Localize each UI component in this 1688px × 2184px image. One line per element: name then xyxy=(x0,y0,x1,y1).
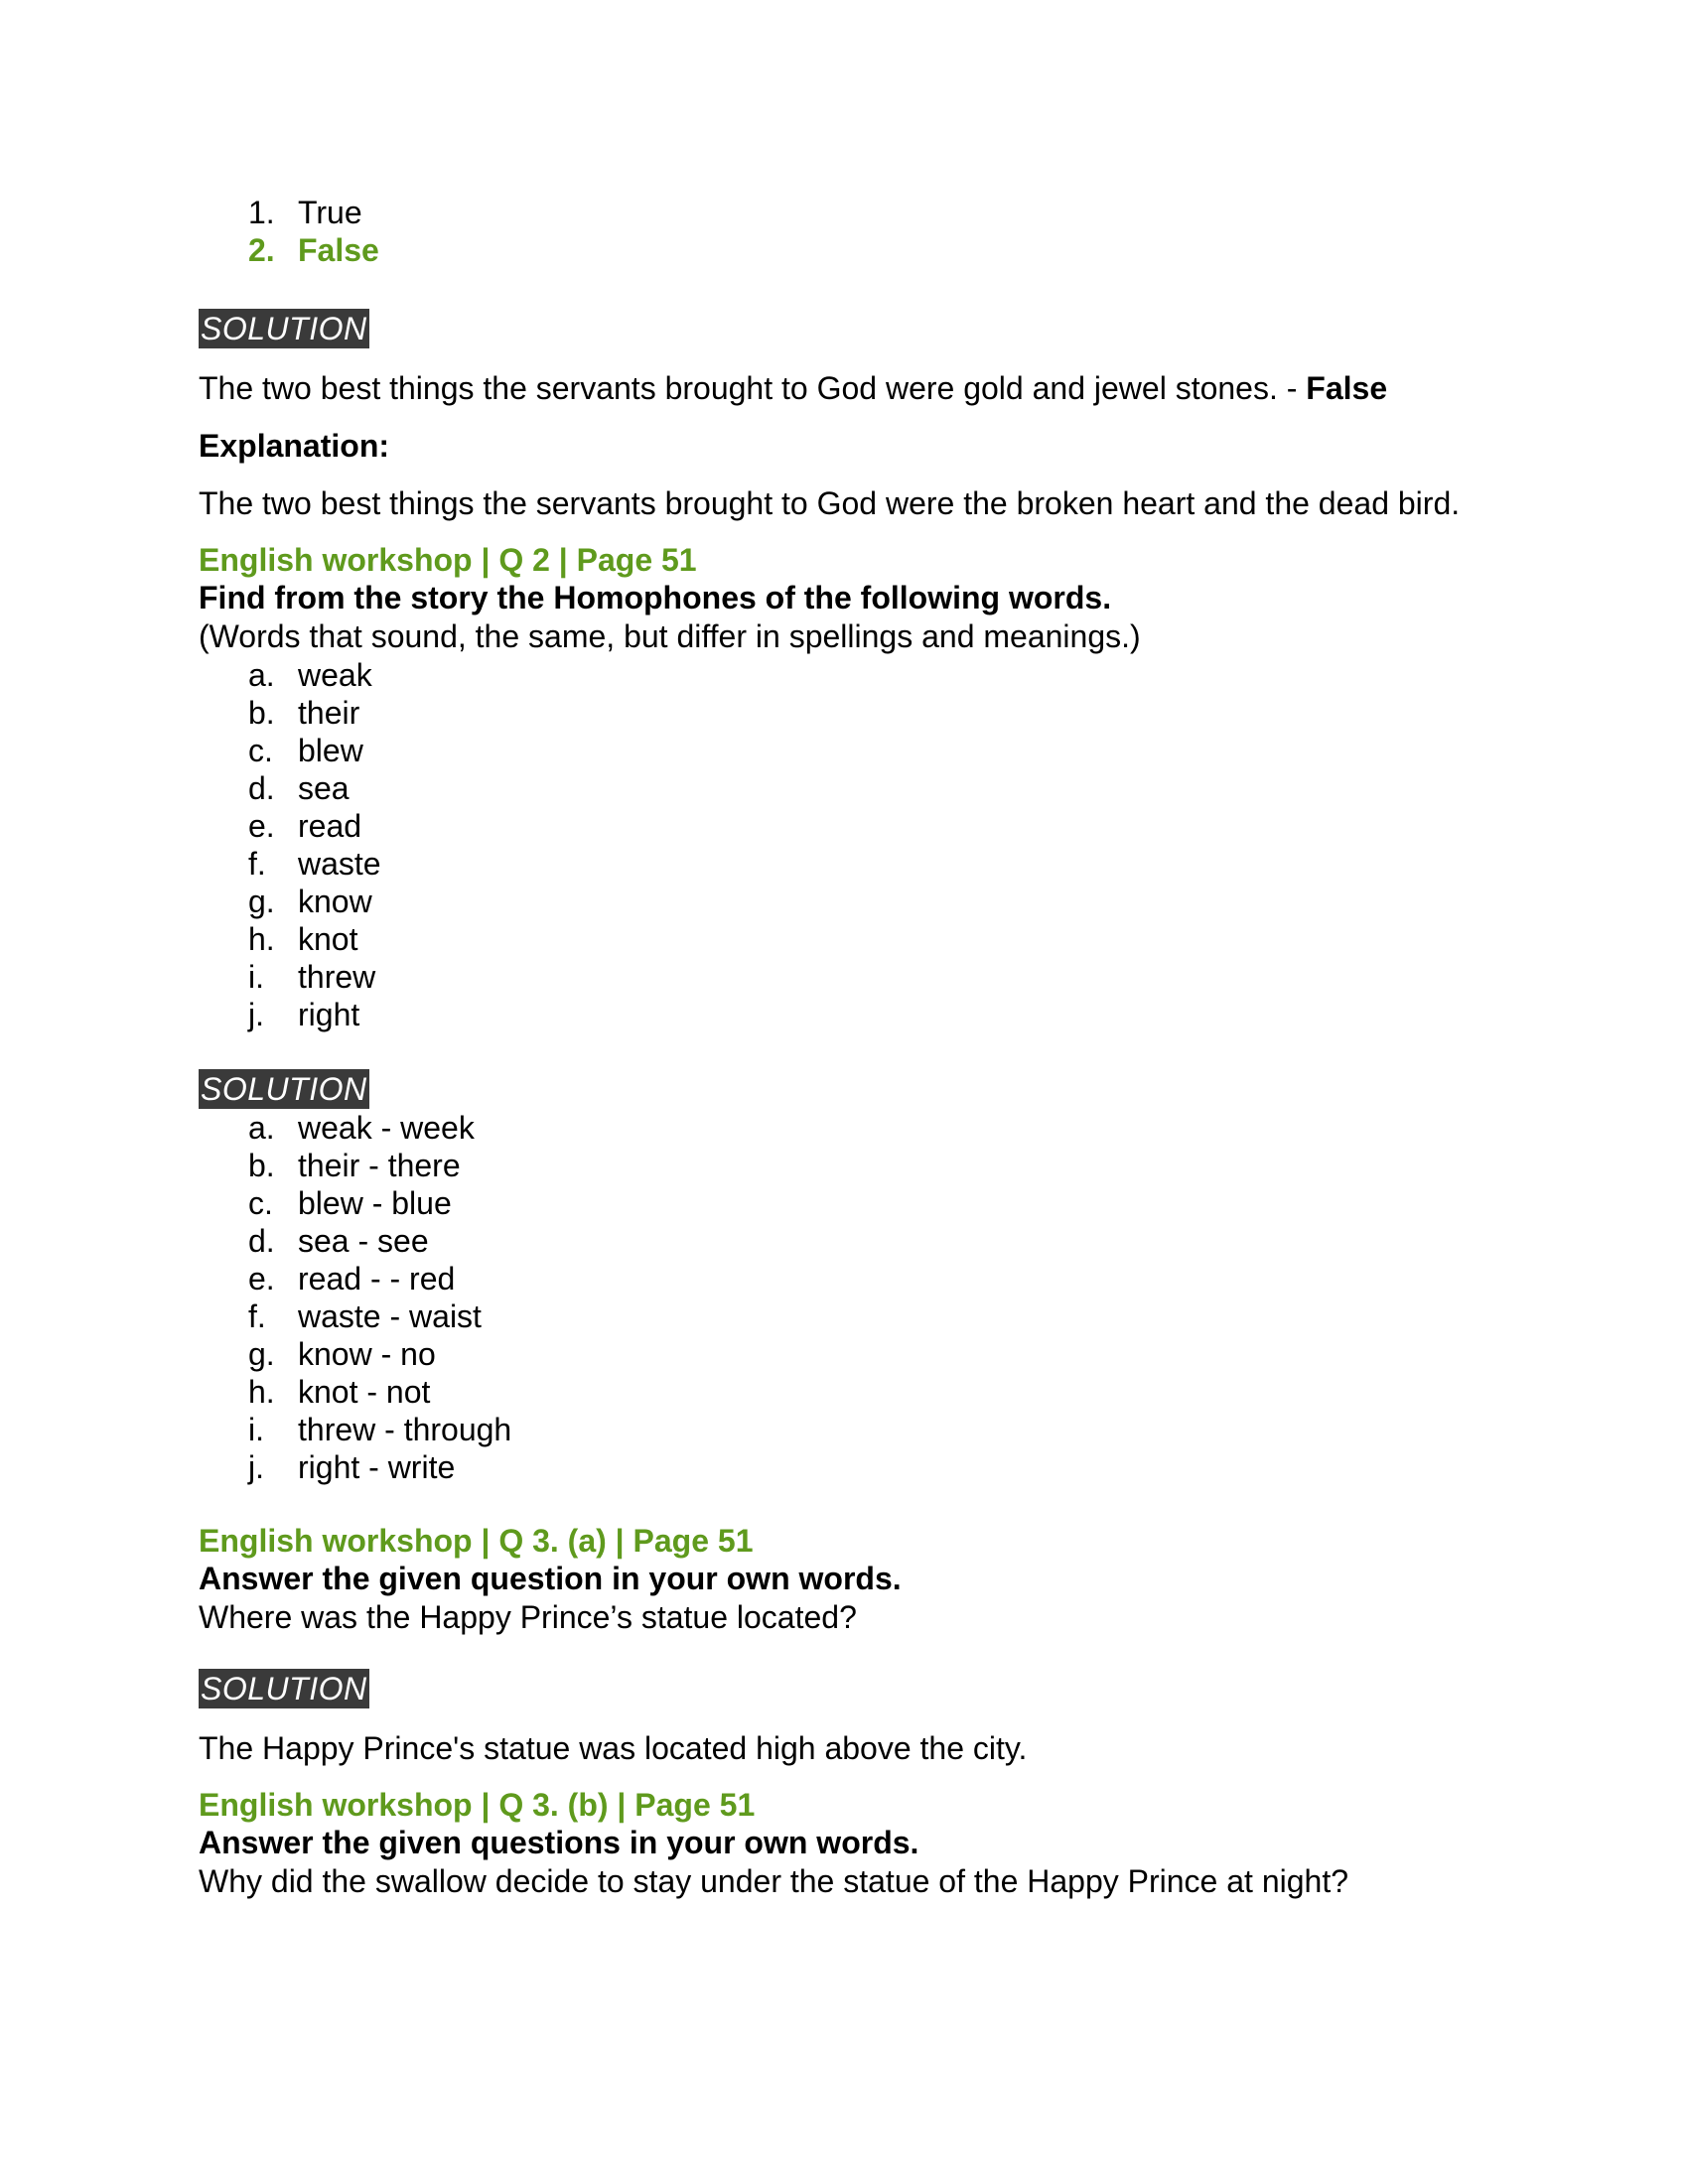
list-item xyxy=(199,1109,1489,1147)
list-marker: i. xyxy=(248,1412,264,1447)
list-text: blew xyxy=(298,733,363,768)
question-3b xyxy=(199,1786,1489,1901)
solution-badge: SOLUTION xyxy=(201,1071,367,1107)
list-item xyxy=(199,656,1489,694)
question-text: Answer the given questions in your own words. xyxy=(199,1825,919,1860)
list-item xyxy=(199,958,1489,996)
list-text: waste - waist xyxy=(298,1298,482,1334)
solution-answer: The Happy Prince's statue was located high above the city. xyxy=(199,1730,1028,1766)
explanation-label: Explanation: xyxy=(199,428,390,464)
section-title: English workshop | Q 3. (b) | Page 51 xyxy=(199,1787,756,1823)
solution-1 xyxy=(199,309,1489,523)
solution-statement xyxy=(199,368,1489,408)
list-text: know xyxy=(298,884,372,919)
q1-options xyxy=(199,194,1489,269)
section-title: English workshop | Q 2 | Page 51 xyxy=(199,542,697,578)
list-item xyxy=(199,1297,1489,1335)
list-text: sea xyxy=(298,770,350,806)
list-marker: j. xyxy=(248,997,264,1032)
list-marker: e. xyxy=(248,1261,275,1297)
list-marker: h. xyxy=(248,921,275,957)
list-text: right - write xyxy=(298,1449,456,1485)
list-marker: b. xyxy=(248,1148,275,1183)
list-item xyxy=(199,1184,1489,1222)
answer-list xyxy=(199,1109,1489,1486)
document-page xyxy=(199,194,1489,1901)
list-item xyxy=(199,1373,1489,1411)
option-label: True xyxy=(298,195,362,230)
list-item xyxy=(199,807,1489,845)
option-false-correct xyxy=(199,231,1489,269)
list-item xyxy=(199,1335,1489,1373)
list-text: read xyxy=(298,808,362,844)
list-marker: j. xyxy=(248,1449,264,1485)
list-text: read - - red xyxy=(298,1261,456,1297)
list-marker: g. xyxy=(248,884,275,919)
solution-badge: SOLUTION xyxy=(201,1671,367,1706)
list-item xyxy=(199,883,1489,920)
list-item xyxy=(199,996,1489,1033)
solution-3a xyxy=(199,1669,1489,1768)
list-marker: i. xyxy=(248,959,264,995)
list-item xyxy=(199,920,1489,958)
option-marker: 1. xyxy=(248,195,275,230)
list-item xyxy=(199,1448,1489,1486)
question-note: (Words that sound, the same, but differ in spellings and meanings.) xyxy=(199,618,1141,654)
explanation-text: The two best things the servants brought to God were the broken heart and the dead bird. xyxy=(199,485,1461,521)
list-item xyxy=(199,1411,1489,1448)
list-marker: d. xyxy=(248,770,275,806)
solution-badge: SOLUTION xyxy=(201,311,367,346)
list-text: weak xyxy=(298,657,372,693)
list-item xyxy=(199,1260,1489,1297)
list-item xyxy=(199,694,1489,732)
statement-answer: False xyxy=(1306,370,1388,406)
question-sub: Where was the Happy Prince’s statue located? xyxy=(199,1599,857,1635)
list-text: blew - blue xyxy=(298,1185,452,1221)
question-sub: Why did the swallow decide to stay under the statue of the Happy Prince at night? xyxy=(199,1863,1348,1899)
option-true xyxy=(199,194,1489,231)
list-text: waste xyxy=(298,846,381,882)
list-marker: a. xyxy=(248,657,275,693)
list-marker: d. xyxy=(248,1223,275,1259)
list-text: know - no xyxy=(298,1336,436,1372)
list-item xyxy=(199,732,1489,769)
list-marker: f. xyxy=(248,846,266,882)
list-marker: e. xyxy=(248,808,275,844)
question-text: Find from the story the Homophones of the following words. xyxy=(199,580,1112,615)
question-2 xyxy=(199,541,1489,1033)
list-text: knot xyxy=(298,921,358,957)
list-item xyxy=(199,845,1489,883)
list-text: knot - not xyxy=(298,1374,431,1410)
question-3a xyxy=(199,1522,1489,1637)
section-title: English workshop | Q 3. (a) | Page 51 xyxy=(199,1523,754,1559)
question-text: Answer the given question in your own words. xyxy=(199,1561,902,1596)
list-text: right xyxy=(298,997,360,1032)
list-text: threw xyxy=(298,959,376,995)
list-item xyxy=(199,1147,1489,1184)
solution-2 xyxy=(199,1069,1489,1486)
list-text: weak - week xyxy=(298,1110,475,1146)
list-marker: f. xyxy=(248,1298,266,1334)
list-marker: b. xyxy=(248,695,275,731)
list-item xyxy=(199,769,1489,807)
option-label: False xyxy=(298,232,379,268)
list-text: sea - see xyxy=(298,1223,429,1259)
list-text: their - there xyxy=(298,1148,461,1183)
list-text: threw - through xyxy=(298,1412,512,1447)
statement-text: The two best things the servants brought to God were gold and jewel stones. - xyxy=(199,370,1298,406)
list-marker: h. xyxy=(248,1374,275,1410)
list-item xyxy=(199,1222,1489,1260)
list-marker: g. xyxy=(248,1336,275,1372)
list-marker: c. xyxy=(248,733,273,768)
list-marker: c. xyxy=(248,1185,273,1221)
list-marker: a. xyxy=(248,1110,275,1146)
list-text: their xyxy=(298,695,360,731)
word-list xyxy=(199,656,1489,1033)
option-marker: 2. xyxy=(248,232,275,268)
